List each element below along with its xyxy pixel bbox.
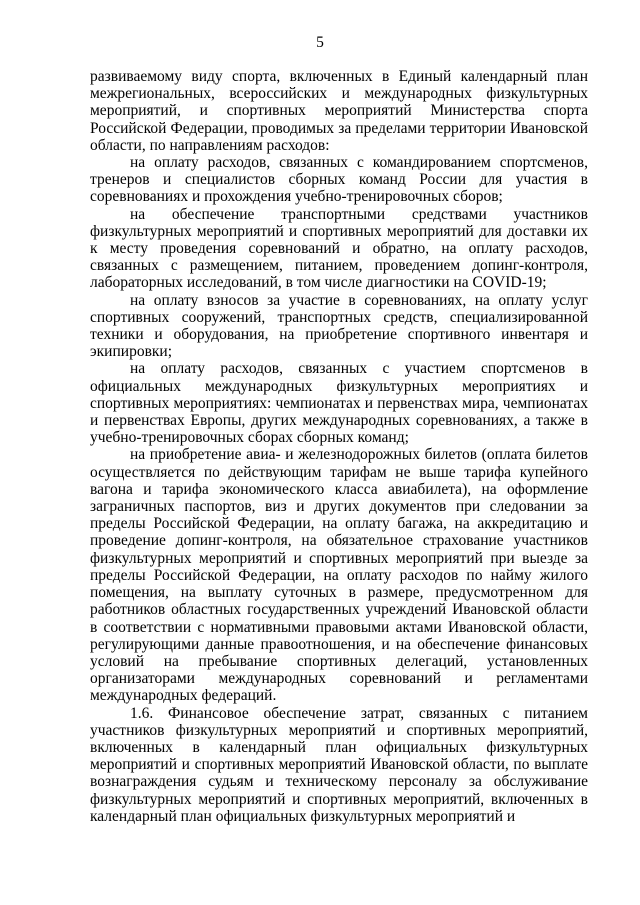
paragraph-continuation: развиваемому виду спорта, включенных в Единый календарный план межрегиональных, всероссийских и международных физкультурных мероприятий, и спортивных мероприятий Министерства спорта Российской Федерации, проводимых за пределами территории Ивановской области, по направлениям расходов:	[90, 68, 588, 154]
page-number: 5	[316, 34, 324, 51]
paragraph-international: на оплату расходов, связанных с участием спортсменов в официальных международных физкультурных мероприятиях и спортивных мероприятиях: чемпионатах и первенствах мира, чемпионатах и первенствах Европы, других международных соревнованиях, а также в учебно-тренировочных сборах сборных команд;	[90, 360, 588, 447]
paragraph-transport: на обеспечение транспортными средствами участников физкультурных мероприятий и спортивных мероприятий для доставки их к месту проведения соревнований и обратно, на оплату расходов, связанных с размещением, питанием, проведением допинг-контроля, лабораторных исследований, в том числе диагностики на COVID-19;	[90, 205, 588, 292]
paragraph-travel-expenses: на оплату расходов, связанных с командированием спортсменов, тренеров и специалистов сборных команд России для участия в соревнованиях и прохождения учебно-тренировочных сборов;	[90, 154, 588, 206]
paragraph-fees: на оплату взносов за участие в соревнованиях, на оплату услуг спортивных сооружений, транспортных средств, специализированной техники и оборудования, на приобретение спортивного инвентаря и экипировки;	[90, 291, 588, 361]
document-body	[90, 68, 588, 825]
paragraph-section-1-6: 1.6. Финансовое обеспечение затрат, связанных с питанием участников физкультурных мероприятий и спортивных мероприятий, включенных в календарный план официальных физкультурных мероприятий и спортивных мероприятий Ивановской области, по выплате вознаграждения судьям и техническому персоналу за обслуживание физкультурных мероприятий и спортивных мероприятий, включенных в календарный план официальных физкультурных мероприятий и	[90, 704, 588, 825]
paragraph-tickets: на приобретение авиа- и железнодорожных билетов (оплата билетов осуществляется по действующим тарифам не выше тарифа купейного вагона и тарифа экономического класса авиабилета), на оформление заграничных паспортов, виз и других документов при следовании за пределы Российской Федерации, на оплату багажа, на аккредитацию и проведение допинг-контроля, на обязательное страхование участников физкультурных мероприятий и спортивных мероприятий при выезде за пределы Российской Федерации, на оплату расходов по найму жилого помещения, на выплату суточных в размере, предусмотренном для работников областных государственных учреждений Ивановской области в соответствии с нормативными правовыми актами Ивановской области, регулирующими данные правоотношения, и на обеспечение финансовых условий на пребывание спортивных делегаций, установленных организаторами международных соревнований и регламентами международных федераций.	[90, 446, 588, 705]
